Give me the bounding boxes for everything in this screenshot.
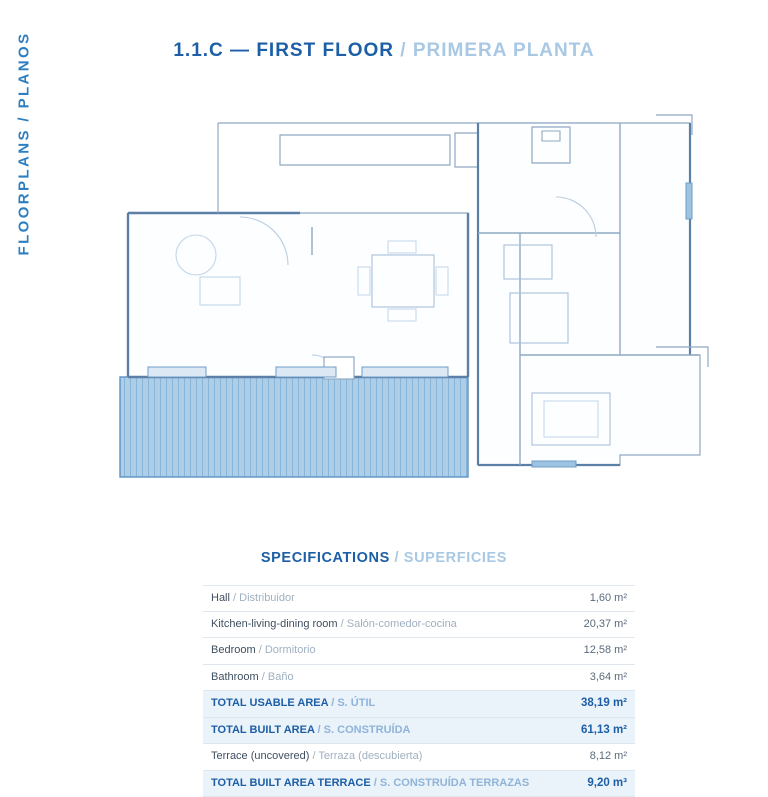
spec-label-es: S. CONSTRUÍDA bbox=[323, 723, 411, 736]
floorplans-side-label bbox=[10, 30, 38, 290]
table-row bbox=[203, 586, 635, 612]
floorplans-side-label-text: FLOORPLANS / PLANOS bbox=[15, 31, 33, 256]
spec-label-en: TOTAL BUILT AREA bbox=[211, 723, 315, 736]
table-row bbox=[203, 690, 635, 717]
table-row bbox=[203, 770, 635, 797]
spec-value: 8,12 m² bbox=[567, 744, 635, 770]
spec-label-sep: / bbox=[233, 592, 237, 604]
specifications-heading bbox=[0, 550, 768, 566]
spec-label-sep: / bbox=[340, 618, 344, 631]
spec-label-cell bbox=[203, 744, 567, 770]
spec-label-es: Distribuidor bbox=[239, 592, 295, 604]
floorplan-drawing bbox=[100, 105, 720, 505]
spec-label-en: Terrace (uncovered) bbox=[211, 750, 310, 763]
title-spanish: PRIMERA PLANTA bbox=[412, 40, 595, 61]
spec-label-es: S. ÚTIL bbox=[337, 697, 376, 710]
table-row bbox=[203, 664, 635, 690]
terrace-area bbox=[120, 377, 468, 477]
spec-label-sep: / bbox=[261, 670, 265, 683]
spec-value: 38,19 m² bbox=[567, 690, 635, 717]
spec-label-cell bbox=[203, 664, 567, 690]
table-row bbox=[203, 717, 635, 744]
specifications-heading-sep: / bbox=[394, 550, 400, 566]
spec-label-es: Baño bbox=[267, 670, 294, 683]
spec-label-en: Bedroom bbox=[211, 644, 256, 657]
table-row bbox=[203, 612, 635, 638]
specifications-heading-en: SPECIFICATIONS bbox=[260, 550, 390, 566]
spec-label-en: TOTAL BUILT AREA TERRACE bbox=[211, 776, 371, 789]
unit-code: 1.1.C bbox=[173, 40, 224, 61]
table-row bbox=[203, 744, 635, 770]
spec-label-cell bbox=[203, 612, 567, 638]
spec-label-sep: / bbox=[331, 697, 335, 710]
page-title bbox=[0, 40, 768, 62]
spec-label-es: S. CONSTRUÍDA TERRAZAS bbox=[379, 776, 530, 789]
spec-label-sep: / bbox=[317, 723, 321, 736]
spec-value: 1,60 m² bbox=[567, 586, 635, 612]
table-row bbox=[203, 638, 635, 664]
spec-label-es: Salón-comedor-cocina bbox=[346, 618, 457, 631]
spec-label-sep: / bbox=[312, 750, 316, 763]
spec-label-es: Dormitorio bbox=[264, 644, 316, 657]
spec-label-es: Terraza (descubierta) bbox=[318, 750, 423, 763]
spec-label-en: TOTAL USABLE AREA bbox=[211, 697, 329, 710]
specifications-table bbox=[203, 585, 635, 797]
spec-label-cell bbox=[203, 770, 567, 797]
spec-label-sep: / bbox=[258, 644, 262, 657]
spec-value: 9,20 m³ bbox=[567, 770, 635, 797]
spec-label-en: Kitchen-living-dining room bbox=[211, 618, 338, 631]
spec-value: 3,64 m² bbox=[567, 664, 635, 690]
spec-label-cell bbox=[203, 586, 567, 612]
spec-label-cell bbox=[203, 638, 567, 664]
spec-label-en: Hall bbox=[211, 592, 230, 604]
spec-label-sep: / bbox=[373, 776, 377, 789]
spec-label-cell bbox=[203, 717, 567, 744]
spec-label-cell bbox=[203, 690, 567, 717]
specifications-heading-es: SUPERFICIES bbox=[403, 550, 508, 566]
spec-value: 61,13 m² bbox=[567, 717, 635, 744]
title-separator: / bbox=[400, 40, 407, 61]
title-english: FIRST FLOOR bbox=[256, 40, 394, 61]
spec-label-en: Bathroom bbox=[211, 670, 259, 683]
title-dash: — bbox=[230, 40, 251, 61]
spec-value: 20,37 m² bbox=[567, 612, 635, 638]
spec-value: 12,58 m² bbox=[567, 638, 635, 664]
